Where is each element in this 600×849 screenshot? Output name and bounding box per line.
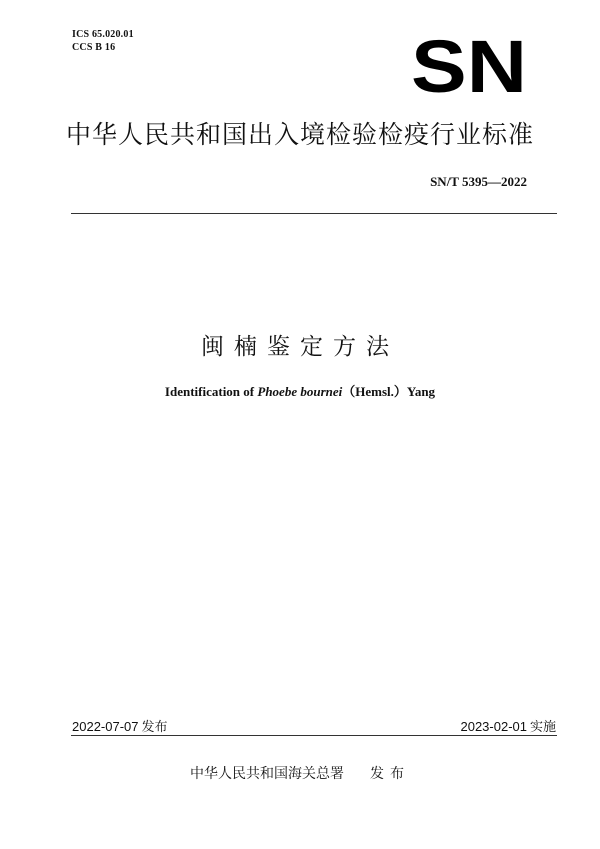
title-english-prefix: Identification of <box>164 384 258 399</box>
issuer-name: 中华人民共和国海关总署 <box>190 766 344 782</box>
ics-code: ICS 65.020.01 <box>72 29 134 40</box>
standard-number: SN/T 5395—2022 <box>430 174 527 189</box>
implement-date-label: 实施 <box>529 720 556 735</box>
issue-date-label: 发布 <box>141 720 168 735</box>
svg-text:SN: SN <box>411 34 527 98</box>
issuer <box>0 763 600 783</box>
issuer-verb: 发布 <box>370 766 410 782</box>
implement-date-value: 2023-02-01 <box>460 719 527 734</box>
sn-logo <box>410 34 528 98</box>
issue-date <box>72 716 168 735</box>
title-chinese: 闽楠鉴定方法 <box>201 334 399 360</box>
implement-date <box>460 716 556 735</box>
standard-authority: 中华人民共和国出入境检验检疫行业标准 <box>65 120 534 149</box>
title-english-suffix: （Hemsl.）Yang <box>342 384 436 399</box>
title-english <box>0 381 600 400</box>
header-divider <box>71 213 557 214</box>
title-english-species: Phoebe bournei <box>257 384 343 399</box>
footer-divider <box>71 735 557 736</box>
ccs-code: CCS B 16 <box>72 42 116 53</box>
issue-date-value: 2022-07-07 <box>72 719 139 734</box>
